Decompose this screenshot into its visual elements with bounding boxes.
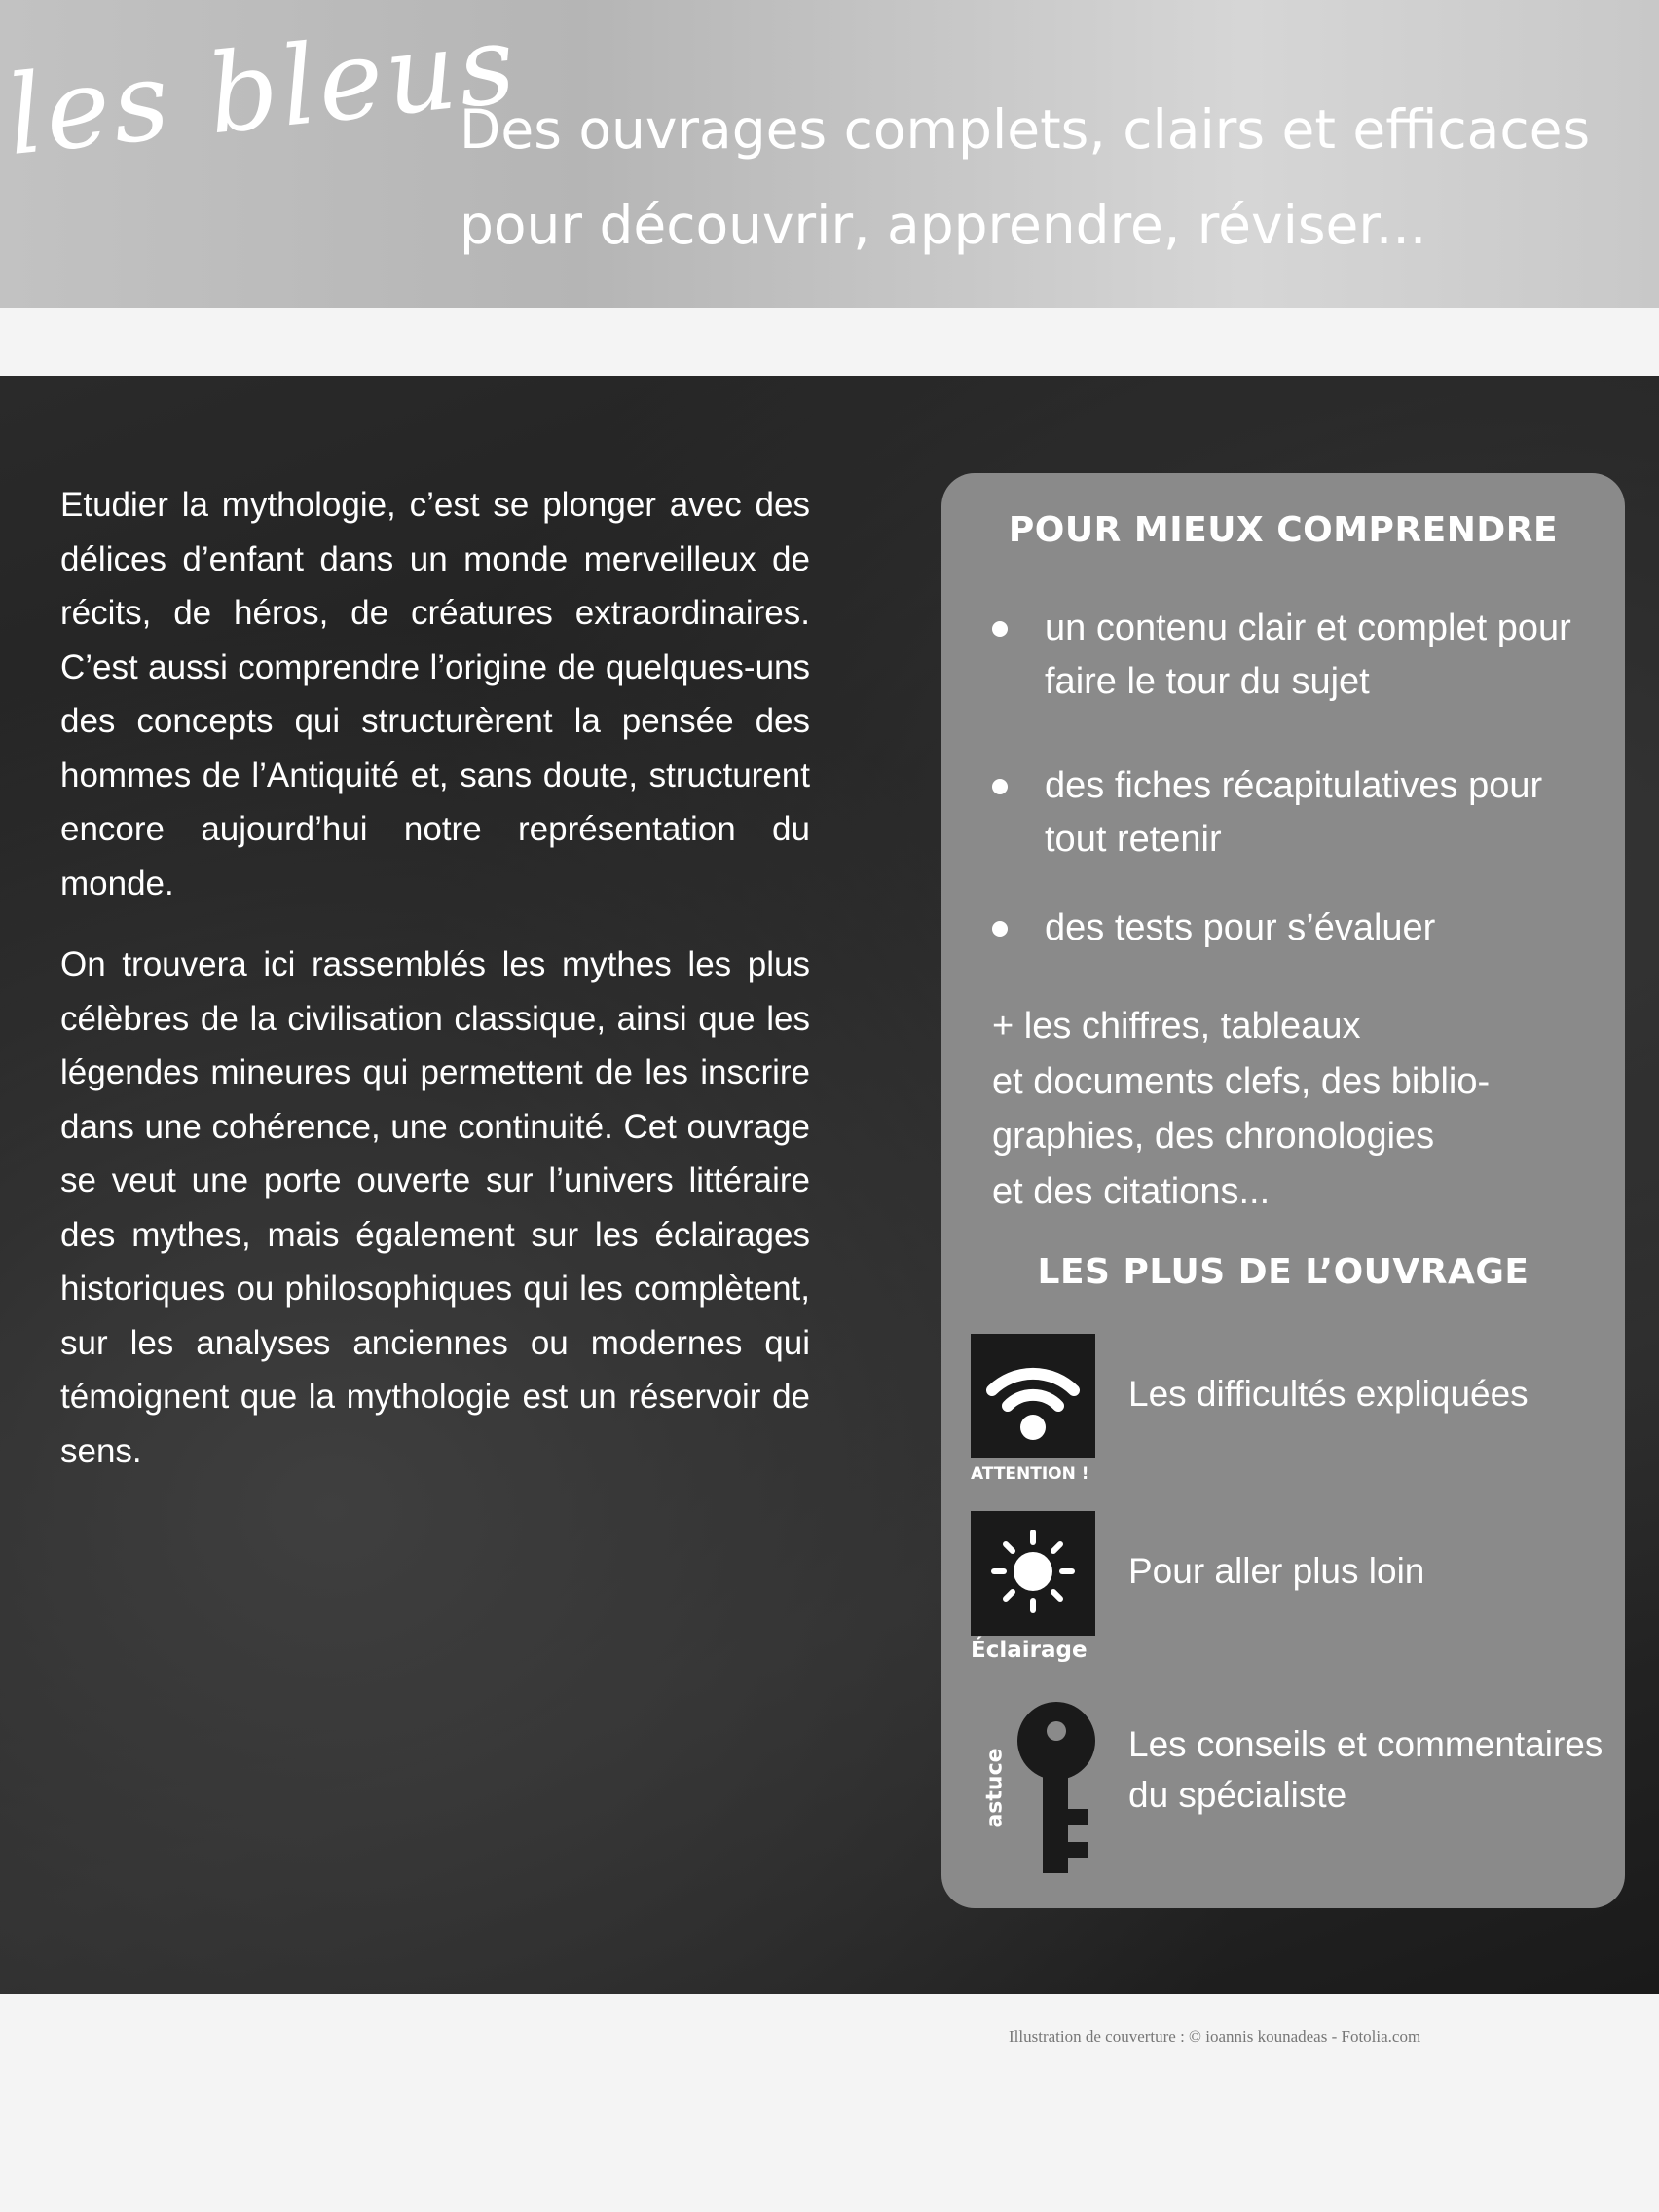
bullet-item — [992, 602, 1596, 709]
legend-row-attention — [971, 1334, 1604, 1490]
plus-text — [992, 999, 1596, 1219]
section-title-comprendre: POUR MIEUX COMPRENDRE — [1008, 510, 1559, 550]
plus-line: et documents clefs, des biblio- — [992, 1060, 1491, 1102]
attention-signal-icon — [971, 1334, 1095, 1458]
astuce-caption: astuce — [982, 1748, 1008, 1828]
bullet-item — [992, 902, 1596, 955]
legend-label: Les conseils et commentaires du spécialiste — [1128, 1724, 1604, 1815]
intro-paragraph-1: Etudier la mythologie, c’est se plonger avec des délices d’enfant dans un monde merveilleux de récits, de héros, de créatures extraordinaires. C’est aussi comprendre l’origine de quelques-uns des concepts qui structurèrent la pensée des hommes de l’Antiquité et, sans doute, structurent encore aujourd’hui notre représentation du monde. — [60, 486, 810, 903]
tagline-line-1: Des ouvrages complets, clairs et efficaces — [460, 98, 1591, 161]
section-title-plus: LES PLUS DE L’OUVRAGE — [1037, 1252, 1530, 1292]
sun-icon — [971, 1511, 1095, 1636]
legend-label: Pour aller plus loin — [1128, 1551, 1425, 1591]
bullet-text: des fiches récapitulatives pour tout retenir — [1045, 765, 1543, 860]
back-cover-panel — [0, 376, 1659, 1994]
header-band — [0, 0, 1659, 308]
legend-label: Les difficultés expliquées — [1128, 1374, 1529, 1414]
bullet-text: un contenu clair et complet pour faire le tour du sujet — [1045, 608, 1571, 702]
tagline-line-2: pour découvrir, apprendre, réviser... — [460, 194, 1427, 256]
intro-paragraph-2: On trouvera ici rassemblés les mythes les plus célèbres de la civilisation classique, ainsi que les légendes mineures qui permettent de les inscrire dans une cohérence, une continuité. Cet ouvrage se veut une porte ouverte sur l’univers littéraire des mythes, mais également sur les éclairages historiques ou philosophiques qui les complètent, sur les analyses anciennes ou modernes qui témoignent que la mythologie est un réservoir de sens. — [60, 945, 810, 1470]
bullet-dot-icon — [992, 621, 1008, 637]
bullet-text: des tests pour s’évaluer — [1045, 907, 1436, 948]
plus-line: + les chiffres, tableaux — [992, 1006, 1361, 1047]
series-tagline — [460, 82, 1590, 273]
key-icon — [1004, 1700, 1101, 1875]
eclairage-caption: Éclairage — [971, 1638, 1088, 1663]
series-logo: les bleus — [1, 0, 524, 180]
bullet-dot-icon — [992, 921, 1008, 937]
plus-line: et des citations... — [992, 1170, 1271, 1212]
feature-box — [941, 473, 1625, 1908]
intro-text — [60, 478, 810, 1505]
legend-row-astuce — [971, 1700, 1604, 1885]
bullet-dot-icon — [992, 779, 1008, 794]
bullet-item — [992, 759, 1596, 866]
legend-row-eclairage — [971, 1511, 1604, 1677]
plus-line: graphies, des chronologies — [992, 1116, 1435, 1157]
attention-caption: ATTENTION ! — [971, 1464, 1089, 1484]
cover-credit: Illustration de couverture : © ioannis kounadeas - Fotolia.com — [1009, 2027, 1421, 2046]
